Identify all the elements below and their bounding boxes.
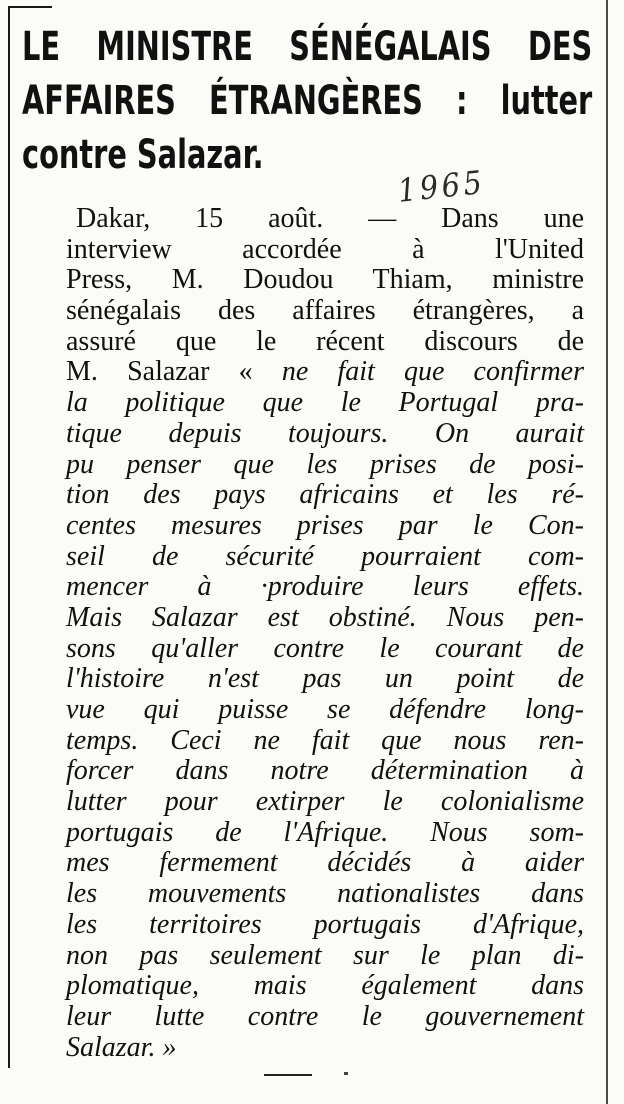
article-headline xyxy=(22,20,593,182)
article-body-line: M. Salazar « ne fait que confirmer xyxy=(66,356,584,388)
article-body-line: leur lutte contre le gouvernement xyxy=(66,1000,584,1032)
article-body-line: Salazar. » xyxy=(66,1031,177,1063)
article-body-line: Dakar, 15 août. — Dans une xyxy=(76,203,584,234)
article-body-line: interview accordée à l'United xyxy=(66,233,584,265)
print-speck xyxy=(344,1072,348,1075)
article-body-line: centes mesures prises par le Con- xyxy=(66,509,584,541)
article-body-line: portugais de l'Afrique. Nous som- xyxy=(66,816,584,848)
clipping-right-edge xyxy=(606,0,608,1104)
article-body-line: tique depuis toujours. On aurait xyxy=(66,417,584,449)
article-body-line: les territoires portugais d'Afrique, xyxy=(66,908,584,940)
headline-line: AFFAIRES ÉTRANGÈRES : lutter xyxy=(22,78,593,124)
article-body-line: l'histoire n'est pas un point de xyxy=(66,663,584,695)
article-body-line: Mais Salazar est obstiné. Nous pen- xyxy=(66,601,584,633)
article-body-line: sénégalais des affaires étrangères, a xyxy=(66,295,584,327)
article-body-line: forcer dans notre détermination à xyxy=(66,755,584,787)
article-body xyxy=(66,204,584,1063)
article-body-line: sons qu'aller contre le courant de xyxy=(66,632,584,664)
article-body-line: assuré que le récent discours de xyxy=(66,325,584,357)
handwritten-year: 1965 xyxy=(396,162,488,210)
article-body-line: Press, M. Doudou Thiam, ministre xyxy=(66,264,584,296)
article-body-line: vue qui puisse se défendre long- xyxy=(66,694,584,725)
clipping-left-edge xyxy=(8,8,10,1068)
headline-line: contre Salazar. xyxy=(22,132,264,178)
article-body-line: temps. Ceci ne fait que nous ren- xyxy=(66,724,584,756)
headline-line: LE MINISTRE SÉNÉGALAIS DES xyxy=(22,24,593,70)
clipping-top-edge xyxy=(8,6,52,8)
article-body-line: tion des pays africains et les ré- xyxy=(66,479,584,511)
article-body-line: mencer à ·produire leurs effets. xyxy=(66,571,584,603)
article-body-line: la politique que le Portugal pra- xyxy=(66,387,584,419)
article-body-line: non pas seulement sur le plan di- xyxy=(66,939,584,971)
article-body-line: pu penser que les prises de posi- xyxy=(66,448,584,480)
article-body-line: plomatique, mais également dans xyxy=(66,970,584,1002)
article-body-line: les mouvements nationalistes dans xyxy=(66,878,584,910)
article-body-line: seil de sécurité pourraient com- xyxy=(66,540,584,572)
end-rule xyxy=(264,1074,312,1076)
article-body-line: mes fermement décidés à aider xyxy=(66,847,584,879)
article-body-line: lutter pour extirper le colonialisme xyxy=(66,786,584,818)
